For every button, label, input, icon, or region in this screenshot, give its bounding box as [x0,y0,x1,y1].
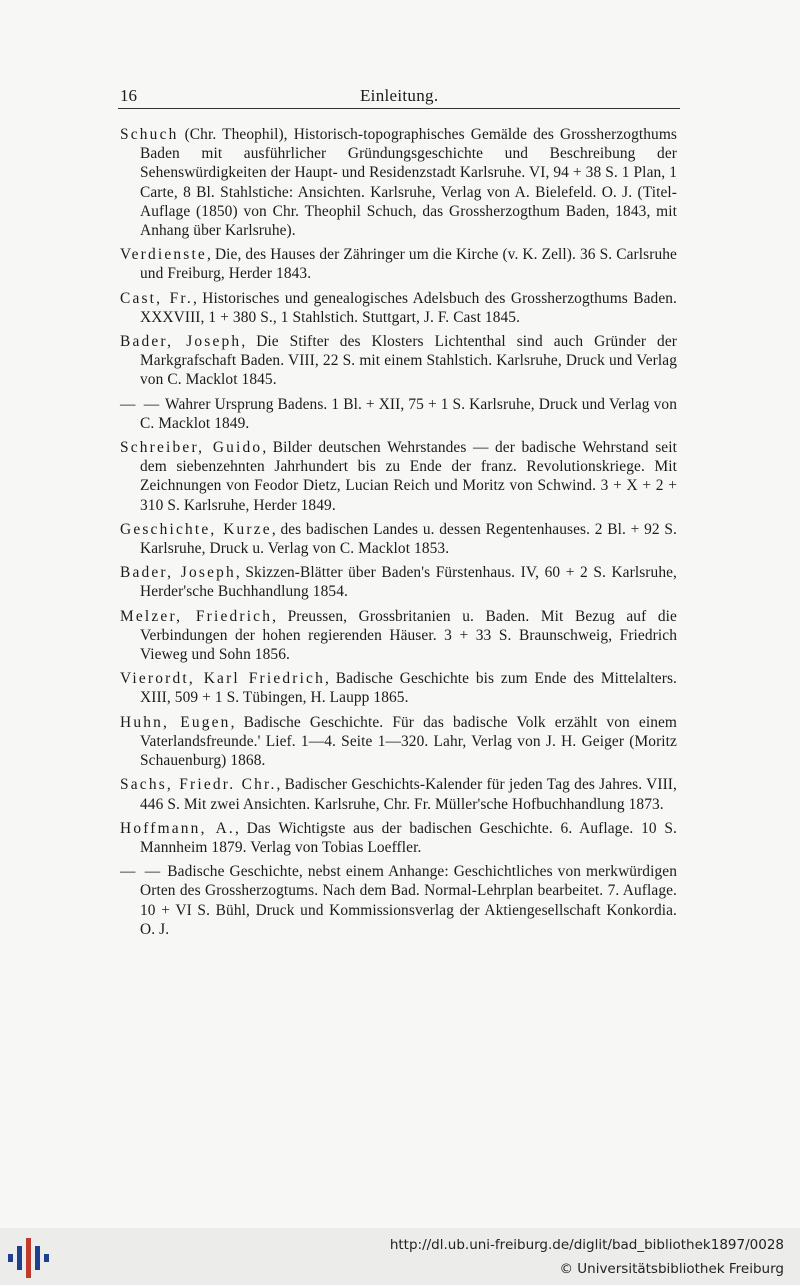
entry-text: , des badischen Landes u. dessen Regentenhauses. 2 Bl. + 92 S. Karlsruhe, Druck u. Verlag von C. Macklot 1853. [140,520,677,558]
entry-author: Verdienste [120,246,207,264]
entry-author: Geschichte, Kurze [120,520,272,538]
entry-text: , Historisches und genealogisches Adelsbuch des Grossherzogthums Baden. XXXVIII, 1 + 380 S., 1 Stahlstich. Stuttgart, J. F. Cast 1845. [140,289,677,326]
entry-author: — — [120,863,163,881]
entry-author: Cast, Fr. [120,289,193,307]
entry-text: , Badischer Geschichts-Kalender für jeden Tag des Jahres. VIII, 446 S. Mit zwei Ansichten. Karlsruhe, Chr. Fr. Müller'sche Hofbuchhandlung 1873. [140,776,677,813]
bibliography-entry [120,245,677,283]
bibliography-entry [120,713,677,771]
entry-author: Bader, Joseph [120,564,236,582]
entry-author: Huhn, Eugen [120,713,231,731]
entry-author: Bader, Joseph [120,333,242,351]
entry-text: , Bilder deutschen Wehrstandes — der badische Wehrstand seit dem siebenzehnten Jahrhundert bis zu Ende der franz. Revolutionskriege. Mit Zeichnungen von Feodor Dietz, Lucian Reich und Moritz von Schwind. 3 + X + 2 + 310 S. Karlsruhe, Herder 1849. [140,439,677,514]
bibliography-entry [120,819,677,857]
entry-author: Melzer, Friedrich [120,607,273,625]
entry-text: Badische Geschichte, nebst einem Anhange: Geschichtliches von merkwürdigen Orten des Grossherzogtums. Nach dem Bad. Normal-Lehrplan bearbeitet. 7. Auflage. 10 + VI S. Bühl, Druck und Kommissionsverlag der Aktiengesellschaft Konkordia. O. J. [140,863,677,938]
bibliography-entry [120,289,677,327]
bibliography-entry [120,520,677,558]
bibliography-entry [120,125,677,240]
bibliography-entry [120,332,677,390]
entry-author: Schreiber, Guido [120,439,263,457]
bibliography-entry [120,395,677,433]
entry-author: — — [120,395,162,413]
entry-text: , Die, des Hauses der Zähringer um die Kirche (v. K. Zell). 36 S. Carlsruhe und Freiburg, Herder 1843. [140,246,677,283]
entry-text: , Badische Geschichte. Für das badische Volk erzählt von einem Vaterlandsfreunde.' Lief. 1—4. Seite 1—320. Lahr, Verlag von J. H. Geiger (Moritz Schauenburg) 1868. [140,713,677,770]
bibliography-entry [120,862,677,939]
bibliography-entry [120,669,677,707]
entry-author: Hoffmann, A. [120,819,235,837]
running-head: Einleitung. [360,86,439,105]
entry-text: Wahrer Ursprung Badens. 1 Bl. + XII, 75 + 1 S. Karlsruhe, Druck und Verlag von C. Macklot 1849. [140,395,678,432]
bibliography-entry [120,607,677,665]
entry-text: , Preussen, Grossbritanien u. Baden. Mit Bezug auf die Verbindungen der hohen regierenden Häuser. 3 + 33 S. Braunschweig, Friedrich Vieweg und Sohn 1856. [140,607,677,664]
bibliography-entry [120,438,677,515]
entry-author: Sachs, Friedr. Chr. [120,776,277,794]
entry-author: Schuch [120,126,179,143]
bibliography-entry [120,775,677,813]
permalink-link[interactable]: http://dl.ub.uni-freiburg.de/diglit/bad_bibliothek1897/0028 [389,1237,784,1253]
entry-text: (Chr. Theophil), Historisch-topographisches Gemälde des Grossherzogthums Baden mit ausführlicher Gründungsgeschichte und Beschreibung der Sehenswürdigkeiten der Haupt- und Residenzstadt Karlsruhe. VI, 94 + 38 S. 1 Plan, 1 Carte, 8 Bl. Stahlstiche: Ansichten. Karlsruhe, Verlag von A. Bielefeld. O. J. (Titel-Auflage (1850) von Chr. Theophil Schuch, das Grossherzogthum Baden, 1843, mit Anhang über Karlsruhe). [140,126,677,240]
entry-text: , Die Stifter des Klosters Lichtenthal sind auch Gründer der Markgrafschaft Baden. VIII, 22 S. mit einem Stahlstich. Karlsruhe, Druck und Verlag von C. Macklot 1845. [140,333,677,389]
header-rule [118,108,680,109]
entry-author: Vierordt, Karl Friedrich [120,670,325,688]
ub-freiburg-logo-icon[interactable] [6,1236,52,1280]
entry-text: , Das Wichtigste aus der badischen Geschichte. 6. Auflage. 10 S. Mannheim 1879. Verlag von Tobias Loeffler. [140,819,677,856]
page-number: 16 [120,86,137,105]
entry-text: , Skizzen-Blätter über Baden's Fürstenhaus. IV, 60 + 2 S. Karlsruhe, Herder'sche Buchhandlung 1854. [140,564,677,601]
bibliography-entry [120,563,677,601]
viewer-footer [0,1228,800,1285]
copyright-notice: © Universitätsbibliothek Freiburg [559,1261,784,1277]
entry-text: , Badische Geschichte bis zum Ende des Mittelalters. XIII, 509 + 1 S. Tübingen, H. Laupp 1865. [140,670,677,707]
bibliography-list [120,125,677,944]
